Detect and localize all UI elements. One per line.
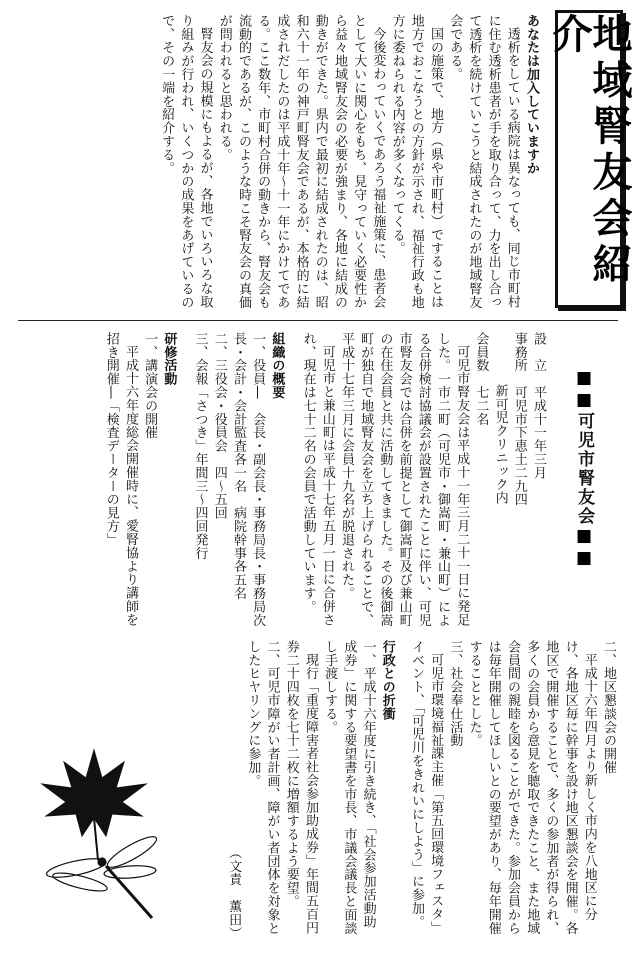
organization-item: 二、三役会・役員会 四～五回	[211, 332, 227, 520]
maple-leaf-icon	[42, 750, 146, 860]
intro-paragraph: 透析をしている病院は異なっても、同じ市町村に住む透析患者が手を取り合って、力を出し合って透析を続けていこうと結成されたのが地域腎友会である。	[447, 14, 520, 309]
intro-section	[21, 14, 541, 312]
section-title: 可児市腎友会	[574, 412, 594, 526]
training-item-title: 一、講演会の開催	[142, 332, 158, 440]
maple-dragonfly-illustration	[24, 740, 174, 930]
office-clinic: 新可児クリニック内	[492, 384, 508, 505]
training-item-title: 二、地区懇談会の開催	[601, 640, 616, 774]
organization-item: 三、会報「さつき」年間三～四回発行	[192, 332, 208, 560]
square-icon: ■■	[574, 368, 594, 412]
negotiation-item: 一、平成十六年度に引き続き、「社会参加活動助成券」に関する要望書を市長、市議会議長と面談し手渡しする。	[322, 640, 376, 935]
credit-line: （文責 薫田）	[226, 846, 242, 940]
intro-heading: あなたは加入していますか	[524, 14, 539, 175]
training-item-text: 可児市環境福祉課主催「第五回環境フェスタ」イベント、「可児川をきれいにしよう」に参加。	[408, 640, 444, 935]
history-paragraph: 可児市と兼山町は平成十七年五月一日に合併され、現在は七十二名の会員で活動しています。	[300, 332, 335, 627]
spacer	[286, 332, 298, 628]
negotiation-heading: 行政との折衝	[379, 640, 395, 721]
section-heading	[572, 368, 597, 578]
profile-section	[8, 332, 548, 628]
page-title: 地域腎友会紹介	[546, 13, 632, 289]
square-icon: ■■	[574, 526, 594, 570]
training-item-text: 平成十六年度総会開催時に、愛腎協より講師を招き開催―「検査データーの見方」	[103, 332, 138, 627]
section-divider	[18, 320, 618, 321]
training-heading: 研修活動	[161, 332, 177, 386]
organization-heading: 組織の概要	[269, 332, 285, 399]
training-item-text: 平成十六年四月より新しく市内を八地区に分け、各地区毎に幹事を設け地区懇談会を開催。各地区で開催することで、多くの参加者が得られ、多くの会員から意見を聴取できたこと、また地域会員間の親睦を図ることができた。参加会員からは毎年開催してほしいとの要望があり、毎年開催することとした。	[466, 640, 597, 935]
dragonfly-icon	[45, 832, 160, 918]
member-count: 会員数 七二名	[473, 332, 489, 426]
negotiation-item: 二、可児市障がい者計画、障がい者団体を対象としたヒヤリングに参加。	[245, 640, 280, 935]
intro-paragraph: 今後変わっていくであろう福祉施策に、患者会として大いに関心をもち、見守っていく必要性から益々地域腎友会の必要が強まり、各地に結成の動きができた。県内で最初に結成されたのは、昭和六十一年の神戸町腎友会であるが、本格的に結成されだしたのは平成十年～十一年にかけてである。ここ数年、市町村合併の動きから、腎友会も流動的であるが、このような時こそ腎友会の真価が問われると思われる。	[216, 14, 386, 309]
intro-paragraph: 国の施策で、地方（県や市町村）ですることは地方でおこなうとの方針が示され、福祉行政も地方に委ねられる内容が多くなってくる。	[389, 14, 443, 309]
training-item-title: 三、社会奉仕活動	[447, 640, 463, 748]
office-address: 事務所 可児市下恵土二九四	[511, 332, 527, 507]
organization-item: 一、役員― 会長・副会長・事務局長・事務局次長・会計・会計監査各一名 病院幹事各五名	[230, 332, 266, 627]
negotiation-item-text: 現行「重度障害者社会参加助成券」年間五百円券二十四枚を七十二枚に増額するよう要望。	[283, 640, 318, 935]
spacer	[397, 640, 407, 940]
intro-paragraph: 腎友会の規模にもよるが、各地でいろいろな取り組みが行われ、いくつかの成果をあげているので、その一端を紹介する。	[159, 14, 213, 309]
title-box	[546, 10, 632, 308]
established-date: 設 立 平成十一年三月	[531, 332, 546, 480]
bottom-section	[178, 640, 618, 940]
spacer	[178, 332, 190, 628]
history-paragraph: 可児市腎友会は平成十一年三月二十一日に発足した。一市二町（可児市・御嵩町・兼山町）による合併検討協議会が設置されたことに伴い、可児市腎友会では合併を前提として御嵩町及び兼山町の在住会員と共に活動してきました。その後御嵩町が独自で地域腎友会を立ち上げられることで、平成十七年三月に会員十九名が脱退された。	[338, 332, 470, 627]
